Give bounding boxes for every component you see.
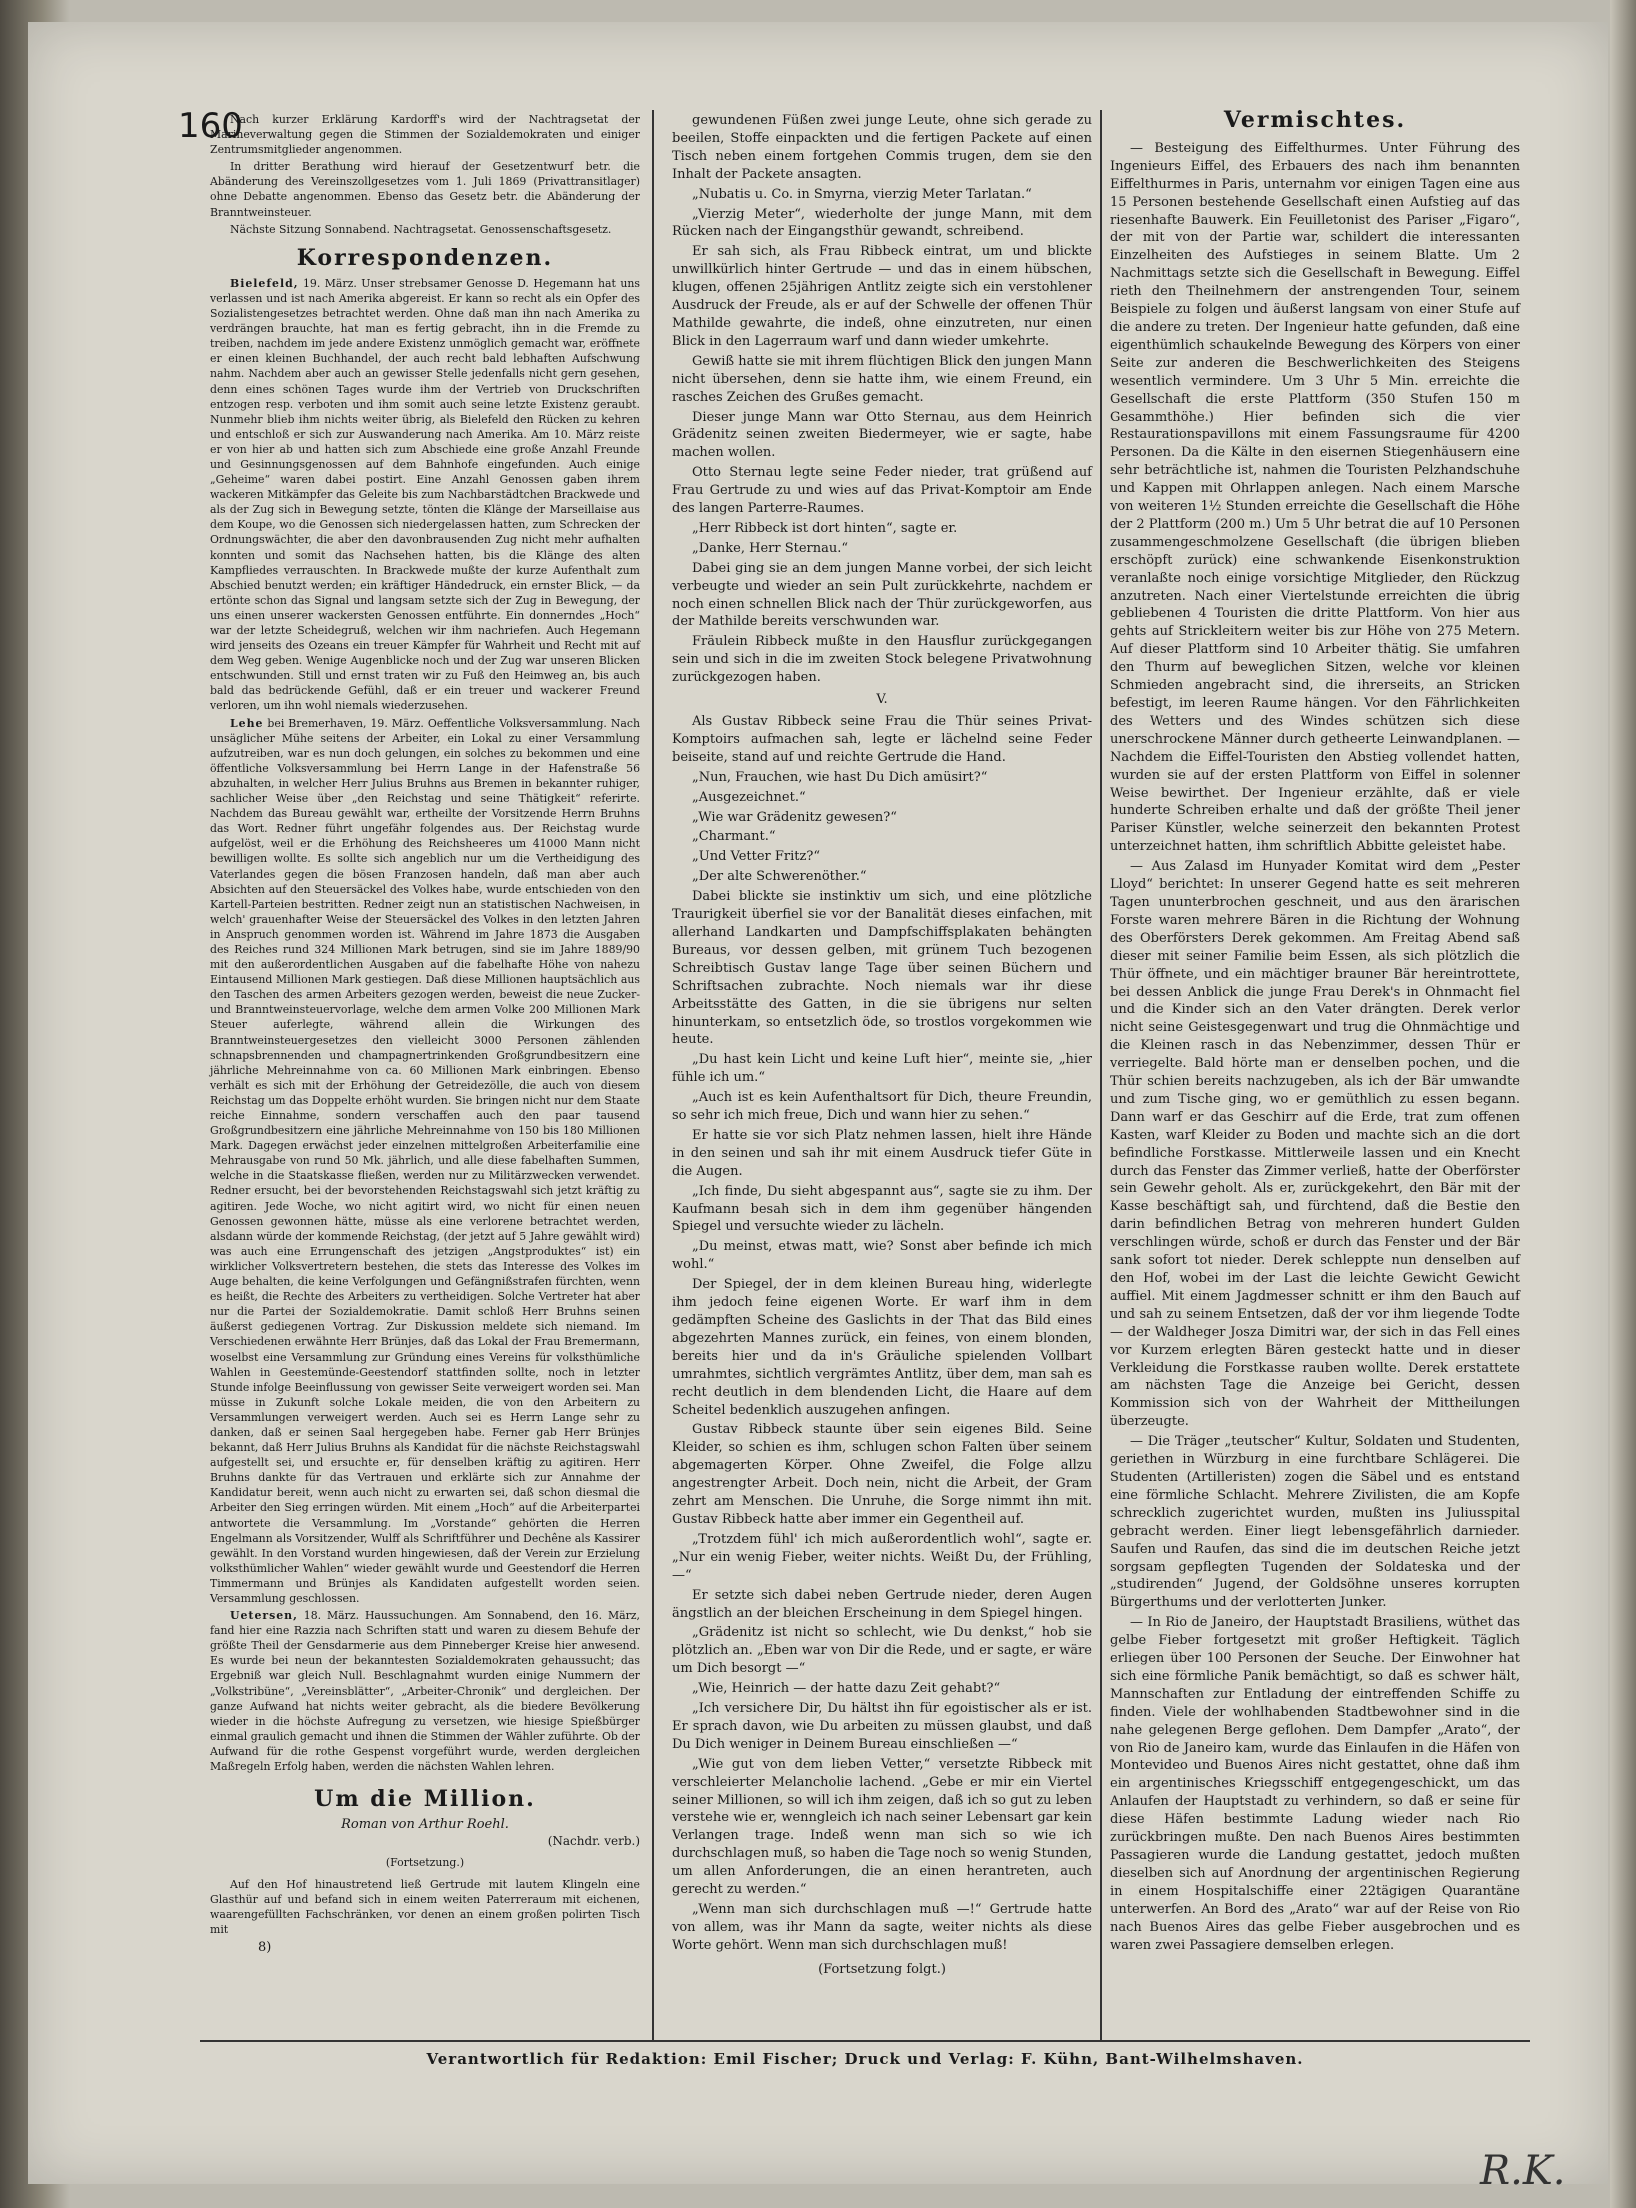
article-text: 19. März. Unser strebsamer Genosse D. Hegemann hat uns verlassen und ist nach Amerika abgereist. Er kann so recht als ein Opfer des Sozialistengesetzes betrachtet werden. Ohne daß man ihn nach Amerika zu verdrängen brauchte, hat man es fertig gebracht, ihn in die Fremde zu treiben, nachdem im jede andere Existenz unmöglich gemacht war, eröffnete er einen kleinen Buchhandel, der auch recht bald lebhaften Aufschwung nahm. Nachdem aber auch an gewisser Stelle jedenfalls nicht gern gesehen, denn eines schönen Tages wurde ihm der Vertrieb von Druckschriften entzogen resp. verboten und ihm somit auch seine letzte Existenz geraubt. Nunmehr blieb ihm nichts weiter übrig, als Bielefeld den Rücken zu kehren und entschloß er sich zur Auswanderung nach Amerika. Am 10. März reiste er von hier ab und hatten sich zum Abschiede eine große Anzahl Freunde und Gesinnungsgenossen auf dem Bahnhofe eingefunden. Auch einige „Geheime“ waren dabei postirt. Eine Anzahl Genossen gaben ihrem wackeren Mitkämpfer das Geleite bis zum Nachbarstädtchen Brackwede und als der Zug sich in Bewegung setzte, tönten die Klänge der Marseillaise aus dem Koupe, wo die Genossen sich niedergelassen hatten, zum Schrecken der Ordnungswächter, die aber den davonbrausenden Zug nicht mehr aufhalten konnten und somit das Nachsehen hatten, bis die Klänge des alten Kampfliedes verrauschten. In Brackwede mußte der kurze Aufenthalt zum Abschied benutzt werden; ein kräftiger Händedruck, ein ernster Blick, — da ertönte schon das Signal und langsam setzte sich der Zug in Bewegung, der uns einen unserer wackersten Genossen entführte. Ein donnerndes „Hoch“ war der letzte Scheidegruß, welchen wir ihm nachriefen. Auch Hegemann wird jenseits des Ozeans ein treuer Kämpfer für Wahrheit und Recht mit auf dem Weg geben. Wenige Augenblicke noch und der Zug war unseren Blicken entschwunden. Still und ernst traten wir zu Fuß den Heimweg an, bis auch bald das bedrückende Gefühl, daß er ein treuer und wackerer Freund verloren, um ihn wohl niemals wiederzusehen. [210, 276, 640, 713]
paragraph: „Du hast kein Licht und keine Luft hier“, meinte sie, „hier fühle ich um.“ [672, 1052, 1092, 1086]
paragraph: Nächste Sitzung Sonnabend. Nachtragsetat. Genossenschaftsgesetz. [230, 222, 612, 236]
paragraph: „Auch ist es kein Aufenthaltsort für Dich, theure Freundin, so sehr ich mich freue, Dich und wann hier zu sehen.“ [672, 1090, 1092, 1124]
column-rule-2 [1100, 110, 1102, 2040]
paragraph: In dritter Berathung wird hierauf der Gesetzentwurf betr. die Abänderung des Vereinszollgesetzes vom 1. Juli 1869 (Privattransitlager) ohne Debatte angenommen. Ebenso das Gesetz betr. die Abänderung der Branntweinsteuer. [210, 160, 640, 219]
paragraph: „Ausgezeichnet.“ [692, 789, 806, 805]
paragraph: Gewiß hatte sie mit ihrem flüchtigen Blick den jungen Mann nicht übersehen, denn sie hatte ihm, wie einem Freund, ein rasches Zeichen des Grußes gemacht. [672, 353, 1092, 405]
series-number: 8) [258, 1940, 272, 1955]
section-heading-korrespondenzen: Korrespondenzen. [296, 244, 554, 271]
handwritten-mark: R.K. [1480, 2148, 1566, 2194]
paragraph: „Herr Ribbeck ist dort hinten“, sagte er. [692, 520, 958, 536]
paragraph: Er hatte sie vor sich Platz nehmen lassen, hielt ihre Hände in den seinen und sah ihr mit einem Ausdruck tiefer Güte in die Augen. [672, 1127, 1092, 1179]
article-zalasd: — Aus Zalasd im Hunyader Komitat wird dem „Pester Lloyd“ berichtet: In unserer Gegend hatte es seit mehreren Tagen ununterbrochen geschneit, und aus den ärarischen Forste waren mehrere Bären in die Richtung der Wohnung des Oberförsters Derek gekommen. Am Freitag Abend saß dieser mit seiner Familie beim Essen, als sich plötzlich die Thür öffnete, und ein mächtiger brauner Bär hereintrottete, bei dessen Anblick die junge Frau Derek's in Ohnmacht fiel und die Kinder sich an den Vater drängten. Derek verlor nicht seine Geistesgegenwart und trug die Ohnmächtige und die Kleinen rasch in das Nebenzimmer, dessen Thür er verriegelte. Bald hörte man er denselben pochen, und die Thür schien bereits nachzugeben, als ich der Bär umwandte und zum Tische ging, wo er gemüthlich zu essen begann. Dann warf er das Geschirr auf die Erde, trat zum offenen Kasten, warf Kleider zu Boden und machte sich an die dort befindliche Forstkasse. Mittlerweile lassen und ein Knecht durch das Fenster das Zimmer verließ, hatte der Oberförster sein Gewehr geholt. Als er, zurückgekehrt, den Bär mit der Kasse beschäftigt sah, und fürchtend, daß die Bestie den darin befindlichen Betrag von mehreren hundert Gulden verschlingen würde, schoß er durch das Fenster und der Bär sank sofort tot nieder. Derek schleppte nun denselben auf den Hof, wobei im der Last die leichte Gewicht Gewicht auffiel. Mit einem Jagdmesser schnitt er ihm den Bauch auf und sah zu seinem Entsetzen, daß der vor ihm liegende Todte — der Waldheger Josza Dimitri war, der sich in das Fell eines vor Kurzem erlegten Bären gesteckt hatte und in dieser Verkleidung die Forstkasse rauben wollte. Derek erstattete am nächsten Tage die Anzeige bei Gericht, dessen Kommission sich von der Wahrheit der Mittheilungen überzeugte. [1110, 859, 1520, 1430]
column-2 [672, 112, 1092, 1985]
article-text: bei Bremerhaven, 19. März. Oeffentliche Volksversammlung. Nach unsäglicher Mühe seitens der Arbeiter, ein Lokal zu einer Versammlung aufzutreiben, war es nun doch gelungen, ein solches zu bekommen und eine öffentliche Volksversammlung bei Herrn Lange in der Hafenstraße 56 abzuhalten, in welcher Herr Julius Bruhns aus Bremen in bekannter ruhiger, sachlicher Weise über „den Reichstag und seine Thätigkeit“ referirte. Nachdem das Bureau gewählt war, ertheilte der Vorsitzende Herrn Bruhns das Wort. Redner führt ungefähr folgendes aus. Der Reichstag wurde aufgelöst, weil er die Erhöhung des Reichsheeres um 41000 Mann nicht bewilligen wollte. Es sollte sich angeblich nur um die Vertheidigung des Vaterlandes gegen die bösen Franzosen handeln, daß man aber auch Absichten auf den Steuersäckel des Volkes habe, wurde entschieden von den Kartell-Parteien bestritten. Redner zeigt nun an statistischen Nachweisen, in welch' grauenhafter Weise der Steuersäckel des Volkes in den letzten Jahren in Anspruch genommen worden ist. Während im Jahre 1873 die Ausgaben des Reiches rund 324 Millionen Mark betrugen, sind sie im Jahre 1889/90 mit den außerordentlichen Ausgaben auf die fabelhafte Höhe von nahezu Eintausend Millionen Mark gestiegen. Daß diese Millionen hauptsächlich aus den Taschen des armen Arbeiters gezogen werden, beweist die neue Zucker- und Branntweinsteuervorlage, welche dem armen Volke 200 Millionen Mark Steuer auferlegte, während allein die Wirkungen des Branntweinsteuergesetzes den vielleicht 3000 Personen zählenden schnapsbrennenden und champagnertrinkenden Großgrundbesitzern eine jährliche Mehreinnahme von ca. 60 Millionen Mark einbringen. Ebenso verhält es sich mit der Erhöhung der Getreidezölle, die auch von diesem Reichstag um das Doppelte erhöht wurden. Sie bringen nicht nur dem Staate reiche Einnahme, sondern verschaffen auch den paar tausend Großgrundbesitzern eine jährliche Mehreinnahme von 150 bis 180 Millionen Mark. Dagegen erwächst jeder einzelnen mittelgroßen Arbeiterfamilie eine Mehrausgabe von rund 50 Mk. jährlich, und alle diese fabelhaften Summen, welche in die Staatskasse fließen, werden nur zu Militärzwecken verwendet. Redner ersucht, bei der bevorstehenden Reichstagswahl sich jetzt kräftig zu agitiren. Jede Woche, wo nicht agitirt wird, wo nicht für einen neuen Genossen gewonnen hätte, müsse als eine verlorene betrachtet werden, alsdann würde der kommende Reichstag, (der jetzt auf 5 Jahre gewählt wird) was auch eine Errungenschaft des jetzigen „Angstproduktes“ ist) ein wirklicher Volksvertretern bestehen, die stets das Interesse des Volkes im Auge behalten, die keine Verfolgungen und Gefängnißstrafen fürchten, wenn es heißt, die Rechte des Arbeiters zu vertheidigen. Solche Vertreter hat aber nur die Partei der Sozialdemokratie. Damit schloß Herr Bruhns seinen äußerst gediegenen Vortrag. Zur Diskussion meldete sich niemand. Im Verschiedenen erwähnte Herr Brünjes, daß das Lokal der Frau Bremermann, woselbst eine Versammlung zur Gründung eines Vereins für volksthümliche Wahlen in Geestemünde-Geestendorf stattfinden sollte, noch in letzter Stunde infolge Beeinflussung von gewisser Seite verweigert worden sei. Man müsse in Zukunft solche Lokale meiden, die von den Arbeitern zu Versammlungen verweigert werden. Auch sei es Herrn Lange sehr zu danken, daß er seinen Saal hergegeben habe. Ferner gab Herr Brünjes bekannt, daß Herr Julius Bruhns als Kandidat für die nächste Reichstagswahl aufgestellt sei, und ersuchte er, für denselben kräftig zu agitiren. Herr Bruhns dankte für das Vertrauen und erklärte sich zur Annahme der Kandidatur bereit, wenn auch nicht zu erwarten sei, daß schon diesmal die Arbeiter den Sieg erringen würden. Mit einem „Hoch“ auf die Arbeiterpartei antwortete die Versammlung. Im „Vorstande“ gehörten die Herren Engelmann als Vorsitzender, Wulff als Schriftführer und Dechêne als Kassirer gewählt. In den Vorstand wurden hingewiesen, daß der Verein zur Erzielung volksthümlicher Wahlen“ wieder gewählt wurde und Geestendorf die Herren Timmermann und Brünjes als Kandidaten aufgestellt worden seien. Versammlung geschlossen. [210, 716, 640, 1605]
chapter-number: V. [876, 692, 888, 708]
page-number: 160 [178, 106, 243, 146]
paragraph: „Nubatis u. Co. in Smyrna, vierzig Meter Tarlatan.“ [692, 186, 1032, 202]
paragraph: Gustav Ribbeck staunte über sein eigenes Bild. Seine Kleider, so schien es ihm, schlugen schon Falten über seinem abgemagerten Körper. Ohne Zweifel, die Folge allzu angestrengter Arbeit. Doch nein, nicht die Arbeit, der Gram zehrt am Menschen. Die Unruhe, die Sorge nimmt ihn mit. Gustav Ribbeck hatte aber immer ein Gegentheil auf. [672, 1422, 1092, 1527]
paragraph: Der Spiegel, der in dem kleinen Bureau hing, widerlegte ihm jedoch feine eigenen Worte. Er warf ihm in dem gedämpften Scheine des Gaslichts in der That das Bild eines abgezehrten Mannes zurück, ein feines, von einem blonden, bereits hier und da in's Gräuliche spielenden Vollbart umrahmtes, sichtlich vergrämtes Antlitz, über dem, man sah es recht deutlich in dem blendenden Licht, die Haare auf dem Scheitel bedenklich auszugehen anfingen. [672, 1277, 1092, 1418]
column-1 [210, 112, 640, 1939]
column-3 [1110, 107, 1520, 1956]
paragraph: „Ich finde, Du sieht abgespannt aus“, sagte sie zu ihm. Der Kaufmann besah sich in dem ihm gegenüber hängenden Spiegel und versuchte wieder zu lächeln. [672, 1183, 1092, 1235]
article-text: 18. März. Haussuchungen. Am Sonnabend, den 16. März, fand hier eine Razzia nach Schriften statt und waren zu diesem Behufe der größte Theil der Gensdarmerie aus dem Pinneberger Kreise hier anwesend. Es wurde bei neun der bekanntesten Sozialdemokraten gehaussucht; das Ergebniß war gleich Null. Beschlagnahmt wurden einige Nummern der „Volkstribüne“, „Vereinsblätter“, „Arbeiter-Chronik“ und dergleichen. Der ganze Aufwand hat nichts weiter gebracht, als die biedere Bevölkerung wieder in die höchste Aufregung zu versetzen, wie hiesige Spießbürger einmal graulich gemacht und ihnen die Stimmen der Wähler zuführte. Ob der Aufwand für die rothe Gespenst vorgeführt wurde, werden dergleichen Maßregeln Erfolg haben, werden die nächsten Wahlen lehren. [210, 1609, 640, 1774]
paragraph: Er sah sich, als Frau Ribbeck eintrat, um und blickte unwillkürlich hinter Gertrude — und das in einem hübschen, klugen, offenen 25jährigen Antlitz zeigte sich ein verstohlener Ausdruck der Freude, als er auf der Schwelle der offenen Thür Mathilde gewahrte, die indeß, ohne einzutreten, nur einen Blick in den Lagerraum warf und dann wieder umkehrte. [672, 244, 1092, 349]
paragraph: „Vierzig Meter“, wiederholte der junge Mann, mit dem Rücken nach der Eingangsthür gewandt, schreibend. [672, 206, 1092, 240]
paragraph: „Trotzdem fühl' ich mich außerordentlich wohl“, sagte er. „Nur ein wenig Fieber, weiter nichts. Weißt Du, der Frühling,—“ [672, 1531, 1092, 1583]
column-rule-1 [652, 110, 654, 2040]
paragraph: „Wenn man sich durchschlagen muß —!“ Gertrude hatte von allem, was ihr Mann da sagte, weiter nichts als diese Worte gehört. Wenn man sich durchschlagen muß! [672, 1902, 1092, 1953]
imprint-footer: Verantwortlich für Redaktion: Emil Fischer; Druck und Verlag: F. Kühn, Bant-Wilhelmshaven. [426, 2050, 1304, 2068]
paragraph: „Der alte Schwerenöther.“ [692, 869, 867, 885]
paragraph: Otto Sternau legte seine Feder nieder, trat grüßend auf Frau Gertrude zu und wies auf das Privat-Komptoir am Ende des langen Parterre-Raumes. [672, 465, 1092, 517]
paragraph: „Wie, Heinrich — der hatte dazu Zeit gehabt?“ [692, 1681, 1001, 1697]
reprint-note: (Nachdr. verb.) [547, 1834, 640, 1849]
article-uetersen [210, 1608, 640, 1774]
paragraph: Nach kurzer Erklärung Kardorff's wird der Nachtragsetat der Marineverwaltung gegen die Stimmen der Sozialdemokraten und einiger Zentrumsmitglieder angenommen. [210, 113, 640, 157]
paragraph: „Du meinst, etwas matt, wie? Sonst aber befinde ich mich wohl.“ [672, 1239, 1092, 1273]
novel-author: Roman von Arthur Roehl. [341, 1817, 509, 1833]
continued-note: (Fortsetzung folgt.) [818, 1961, 946, 1977]
paragraph: Dieser junge Mann war Otto Sternau, aus dem Heinrich Grädenitz seinen zweiten Biedermeyer, wie er sagte, habe machen wollen. [672, 409, 1092, 461]
article-rio: — In Rio de Janeiro, der Hauptstadt Brasiliens, wüthet das gelbe Fieber fortgesetzt mit großer Heftigkeit. Täglich erliegen über 100 Personen der Seuche. Der Einwohner hat sich eine förmliche Panik bemächtigt, so daß es schwer hält, Mannschaften zur Entladung der eintreffenden Schiffe zu finden. Viele der wohlhabenden Stadtbewohner sind in die nahe gelegenen Berge geflohen. Dem Dampfer „Arato“, der von Rio de Janeiro kam, wurde das Einlaufen in die Häfen von Montevideo und Buenos Aires nicht gestattet, ohne daß ihm ein argentinisches Kriegsschiff entgegengeschickt, um das Anlaufen der Hauptstadt zu verhindern, so daß er seine für diese Häfen bestimmte Ladung wieder nach Rio zurückbringen mußte. Den nach Buenos Aires bestimmten Passagieren wurde die Landung gestattet, jedoch mußten dieselben sich auf Anordnung der argentinischen Regierung in einem Hospitalschiffe einer 22tägigen Quarantäne unterwerfen. An Bord des „Arato“ war auf der Reise von Rio nach Buenos Aires das gelbe Fieber ausgebrochen und es waren zwei Passagiere demselben erlegen. [1110, 1615, 1520, 1953]
page-right-edge [1610, 0, 1636, 2208]
section-heading-vermischtes: Vermischtes. [1223, 107, 1407, 133]
paragraph: gewundenen Füßen zwei junge Leute, ohne sich gerade zu beeilen, Stoffe einpackten und die fertigen Packete auf einen Tisch neben einem fortgehen Commis trugen, dem sie den Inhalt der Packete ansagten. [672, 113, 1092, 182]
place-name: Lehe [230, 716, 264, 730]
paragraph: „Nun, Frauchen, wie hast Du Dich amüsirt?“ [692, 769, 988, 785]
article-lehe [210, 716, 640, 1607]
footer-rule [200, 2040, 1530, 2042]
novel-title: Um die Million. [314, 1786, 536, 1813]
paragraph: „Grädenitz ist nicht so schlecht, wie Du denkst,“ hob sie plötzlich an. „Eben war von Dir die Rede, und er sagte, er wäre um Dich besorgt —“ [672, 1625, 1092, 1677]
paragraph: Dabei blickte sie instinktiv um sich, und eine plötzliche Traurigkeit überfiel sie vor der Banalität dieses einfachen, mit allerhand Landkarten und Dampfschiffsplakaten behängten Bureaus, vor dessen gelben, mit grünem Tuch bezogenen Schreibtisch Gustav lange Tage über seinen Büchern und Schriftsachen zubrachte. Noch niemals war ihr diese Arbeitsstätte des Gatten, in die sie übrigens nur selten hinunterkam, so entsetzlich öde, so trostlos vorgekommen wie heute. [672, 889, 1092, 1048]
paragraph: Er setzte sich dabei neben Gertrude nieder, deren Augen ängstlich an der bleichen Erscheinung in dem Spiegel hingen. [672, 1587, 1092, 1621]
place-name: Bielefeld, [230, 276, 299, 290]
place-name: Uetersen, [230, 1609, 298, 1623]
article-wuerzburg: — Die Träger „teutscher“ Kultur, Soldaten und Studenten, geriethen in Würzburg in eine furchtbare Schlägerei. Die Studenten (Artilleristen) zogen die Säbel und es entstand eine förmliche Schlacht. Mehrere Zivilisten, die am Kopfe schrecklich zugerichtet wurden, mußten ins Juliusspital gebracht werden. Einer liegt lebensgefährlich darnieder. Saufen und Raufen, das sind die im deutschen Reiche jetzt sorgsam gepflegten Tugenden der Soldateska und der „studirenden“ Jugend, der Goldsöhne unseres korrupten Bürgerthums und der verlotterten Junker. [1110, 1434, 1520, 1611]
paragraph: Als Gustav Ribbeck seine Frau die Thür seines Privat-Komptoirs aufmachen sah, legte er lächelnd seine Feder beiseite, stand auf und reichte Gertrude die Hand. [672, 714, 1092, 765]
paragraph: „Wie war Grädenitz gewesen?“ [692, 809, 897, 825]
continuation-note: (Fortsetzung.) [385, 1856, 465, 1870]
article-eiffel: — Besteigung des Eiffelthurmes. Unter Führung des Ingenieurs Eiffel, des Erbauers des nach ihm benannten Eiffelthurmes in Paris, unternahm vor einigen Tagen eine aus 15 Personen bestehende Gesellschaft einen Aufstieg auf das riesenhafte Bauwerk. Ein Feuilletonist des Pariser „Figaro“, der mit von der Partie war, schildert die interessanten Einzelheiten des Aufstieges in seinem Blatte. Um 2 Nachmittags setzte sich die Gesellschaft in Bewegung. Eiffel rieth den Theilnehmern der anstrengenden Tour, seinem Beispiele zu folgen und äußerst langsam von einer Stufe auf die andere zu treten. Der Ingenieur hatte gefunden, daß eine eigenthümlich schaukelnde Bewegung des Körpers von einer Seite zur anderen die Beschwerlichkeiten des Steigens wesentlich vermindere. Um 3 Uhr 5 Min. erreichte die Gesellschaft die erste Plattform (350 Stufen 150 m Gesammthöhe.) Hier befinden sich die vier Restaurationspavillons mit einem Fassungsraume für 4200 Personen. Da die Kälte in den eisernen Stiegenhäusern eine sehr beträchtliche ist, nahmen die Touristen Pelzhandschuhe und Kappen mit Ohrlappen anlegen. Nach einem Marsche von weiteren 1½ Stunden erreichte die Gesellschaft die Höhe der 2 Plattform (200 m.) Um 5 Uhr betrat die auf 10 Personen zusammengeschmolzene Gesellschaft (die übrigen blieben erschöpft zurück) eine schwankende Eisenkonstruktion veranlaßte noch einige vorsichtige Mitglieder, den Rückzug anzutreten. Nach einer Viertelstunde erreichten die übrig gebliebenen 4 Touristen die dritte Plattform. Von hier aus gehts auf Strickleitern weiter bis zur Höhe von 275 Metern. Auf dieser Plattform sind 10 Arbeiter thätig. Sie umfahren den Thurm auf beweglichen Sitzen, welche vor kleinen Schmieden angebracht sind, die ihrerseits, an Stricken befestigt, im leeren Raume hängen. Vor den Fährlichkeiten des Wetters und des Windes schützen sich diese unerschrockene Männer durch getheerte Leinwandplanen. — Nachdem die Eiffel-Touristen den Abstieg vollendet hatten, wurden sie auf der ersten Plattform von Eiffel in solenner Weise bewirthet. Der Ingenieur erzählte, daß er viele hunderte Schreiben erhalte und daß der größte Theil jener Pariser Künstler, welche seinerzeit den bekannten Protest unterzeichnet hatten, ihm schriftlich Abbitte geleistet habe. [1110, 140, 1520, 855]
paragraph: Auf den Hof hinaustretend ließ Gertrude mit lautem Klingeln eine Glasthür auf und befand sich in einem weiten Paterreraum mit eichenen, waarengefüllten Fachschränken, vor denen an einem großen polirten Tisch mit [210, 1877, 640, 1936]
paragraph: Fräulein Ribbeck mußte in den Hausflur zurückgegangen sein und sich in die im zweiten Stock belegene Privatwohnung zurückgezogen haben. [672, 634, 1092, 686]
paragraph: „Danke, Herr Sternau.“ [692, 540, 849, 556]
paragraph: Dabei ging sie an dem jungen Manne vorbei, der sich leicht verbeugte und wieder an sein Pult zurückkehrte, nachdem er noch einen schnellen Blick nach der Thür zurückgeworfen, aus der Mathilde bereits verschwunden war. [672, 560, 1092, 630]
paragraph: „Ich versichere Dir, Du hältst ihn für egoistischer als er ist. Er sprach davon, wie Du arbeiten zu müssen glaubst, und daß Du Dich weniger in Deinem Bureau einschließen —“ [672, 1701, 1092, 1752]
paragraph: „Und Vetter Fritz?“ [692, 849, 820, 865]
paragraph: „Wie gut von dem lieben Vetter,“ versetzte Ribbeck mit verschleierter Melancholie lachend. „Gebe er mir ein Viertel seiner Millionen, so will ich ihm zeigen, daß ich so gut zu leben verstehe wie er, wenngleich ich nach seiner Lebensart gar kein Verlangen trage. Indeß wenn man sich so wie ich durchschlagen muß, so haben die Tage noch so wenig Stunden, um allen Anforderungen, die an einen herantreten, auch gerecht zu werden.“ [672, 1756, 1092, 1898]
paragraph: „Charmant.“ [692, 829, 776, 845]
article-bielefeld [210, 276, 640, 714]
